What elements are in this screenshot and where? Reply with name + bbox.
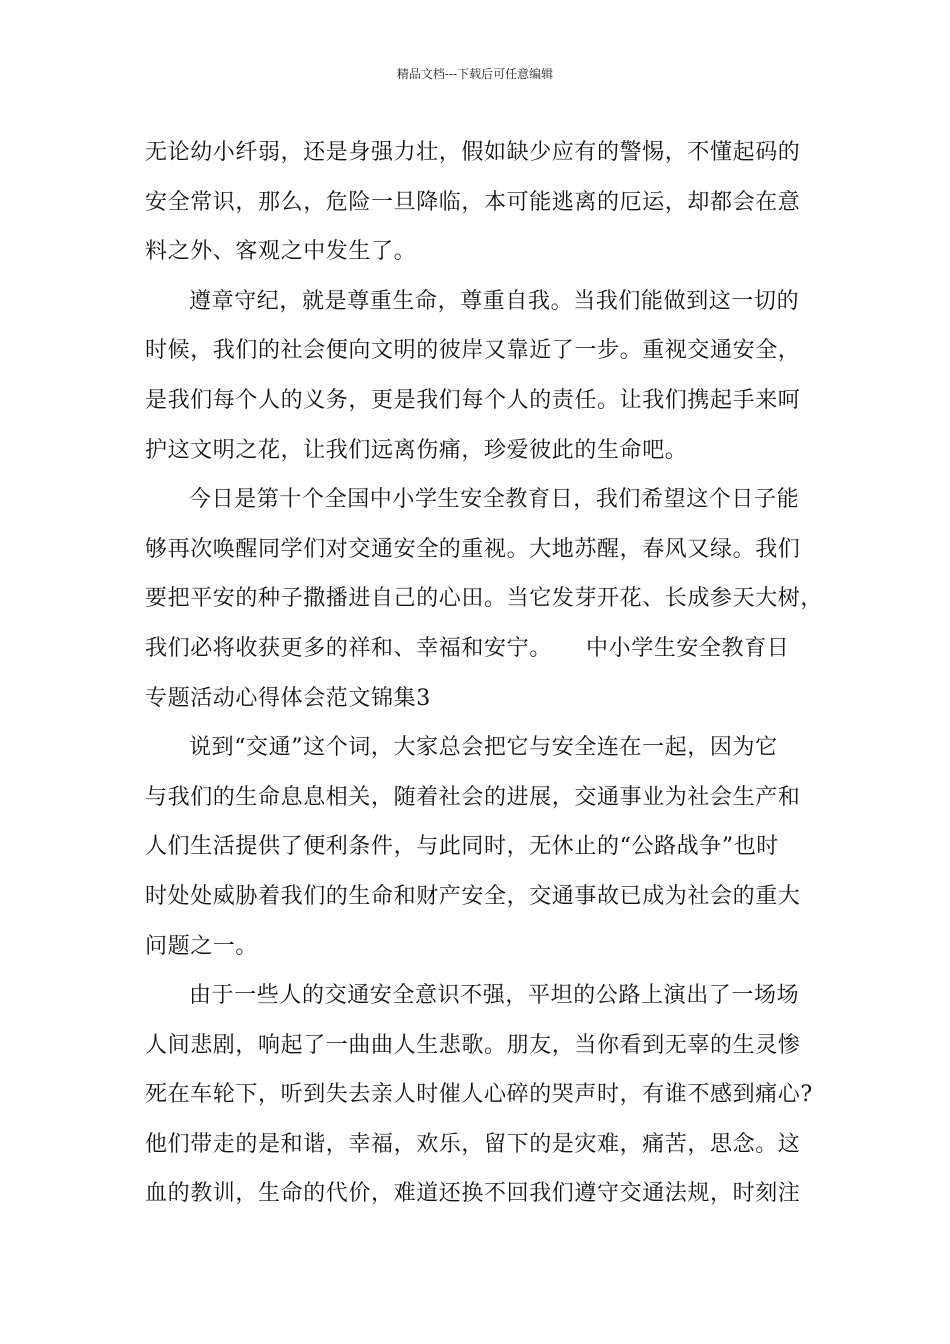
text-line: 够再次唤醒同学们对交通安全的重视。大地苏醒，春风又绿。我们 (145, 536, 801, 562)
text-line: 无论幼小纤弱，还是身强力壮，假如缺少应有的警惕，不懂起码的 (145, 140, 801, 165)
text-line: 护这文明之花，让我们远离伤痛，珍爱彼此的生命吧。 (145, 437, 688, 463)
text-line: 我们必将收获更多的祥和、幸福和安宁。 中小学生安全教育日 (145, 635, 790, 661)
paragraph-first-line: 遵章守纪，就是尊重生命，尊重自我。当我们能做到这一切的 (189, 288, 800, 314)
text-line: 人们生活提供了便利条件，与此同时，无休止的“公路战争”也时 (145, 834, 779, 860)
document-body (145, 128, 824, 1219)
paragraph-first-line: 由于一些人的交通安全意识不强，平坦的公路上演出了一场场 (189, 983, 800, 1009)
text-line: 血的教训，生命的代价，难道还换不回我们遵守交通法规，时刻注 (145, 1181, 801, 1207)
text-line: 人间悲剧，响起了一曲曲人生悲歌。朋友，当你看到无辜的生灵惨 (145, 1032, 801, 1058)
text-line: 安全常识，那么，危险一旦降临，本可能逃离的厄运，却都会在意 (145, 189, 801, 215)
text-line: 与我们的生命息息相关，随着社会的进展，交通事业为社会生产和 (145, 784, 801, 810)
page-header: 精品文档---下载后可任意编辑 (396, 67, 554, 81)
text-line: 料之外、客观之中发生了。 (145, 239, 417, 265)
text-line: 是我们每个人的义务，更是我们每个人的责任。让我们携起手来呵 (145, 387, 801, 413)
section-title-line: 专题活动心得体会范文锦集3 (145, 685, 431, 711)
text-line: 要把平安的种子撒播进自己的心田。当它发芽开花、长成参天大树， (145, 586, 824, 612)
text-line: 问题之一。 (145, 933, 259, 959)
text-line: 他们带走的是和谐，幸福，欢乐，留下的是灾难，痛苦，思念。这 (145, 1131, 801, 1157)
text-line: 死在车轮下，听到失去亲人时催人心碎的哭声时，有谁不感到痛心? (145, 1082, 813, 1108)
paragraph-first-line: 说到“交通”这个词，大家总会把它与安全连在一起，因为它 (189, 735, 778, 761)
paragraph-first-line: 今日是第十个全国中小学生安全教育日，我们希望这个日子能 (189, 487, 800, 513)
text-line: 时候，我们的社会便向文明的彼岸又靠近了一步。重视交通安全， (145, 338, 801, 364)
text-line: 时处处威胁着我们的生命和财产安全，交通事故已成为社会的重大 (145, 883, 801, 909)
